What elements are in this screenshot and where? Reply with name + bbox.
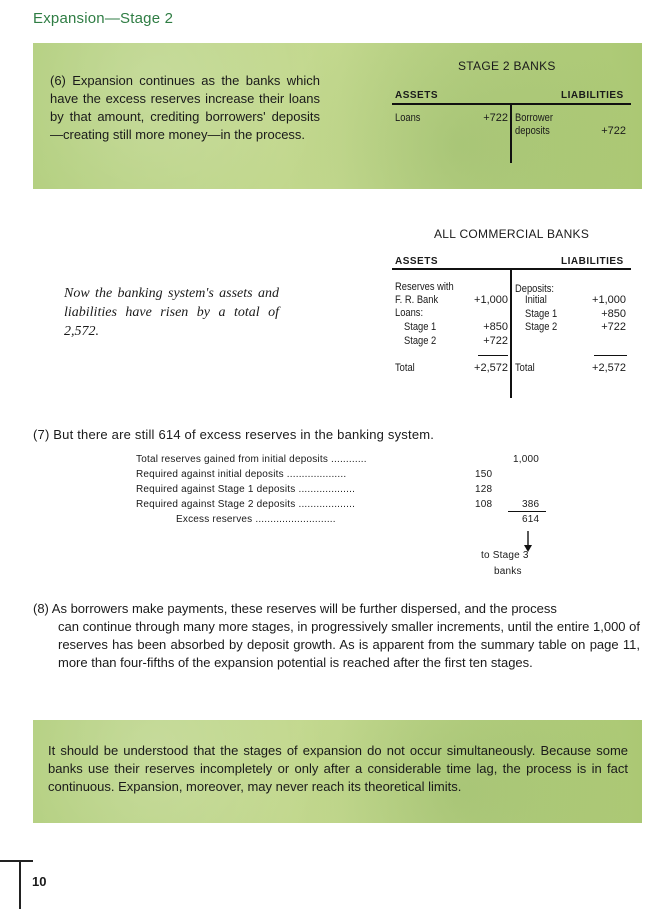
stage2-liabilities-header: LIABILITIES xyxy=(561,90,624,101)
calc-row-3-label: Required against Stage 1 deposits ................... xyxy=(136,484,356,495)
section-8-first-line: (8) As borrowers make payments, these reserves will be further dispersed, and the process xyxy=(33,601,557,616)
reserves-value: +1,000 xyxy=(474,294,508,306)
stage2-t-account-vertical xyxy=(510,103,512,163)
page-corner-rule-vertical xyxy=(19,860,21,909)
assets-total-label: Total xyxy=(395,362,415,374)
assets-stage2-label: Stage 2 xyxy=(404,335,437,347)
liabilities-total-value: +2,572 xyxy=(592,362,626,374)
page-number: 10 xyxy=(32,874,47,889)
calc-row-4-label: Required against Stage 2 deposits ................... xyxy=(136,499,356,510)
page-corner-rule-horizontal xyxy=(0,860,33,862)
stage2-borrower-label: Borrower xyxy=(515,112,553,124)
deposits-initial-value: +1,000 xyxy=(592,294,626,306)
calc-row-3-value: 128 xyxy=(475,484,493,495)
liabilities-total-label: Total xyxy=(515,362,535,374)
assets-stage1-value: +850 xyxy=(483,321,508,333)
deposits-stage1-value: +850 xyxy=(601,308,626,320)
all-banks-table-title: ALL COMMERCIAL BANKS xyxy=(434,227,590,241)
reserves-label-line1: Reserves with xyxy=(395,281,454,293)
page-header: Expansion—Stage 2 xyxy=(33,10,174,27)
calc-row-2-label: Required against initial deposits .................... xyxy=(136,469,347,480)
deposits-stage2-label: Stage 2 xyxy=(525,321,558,333)
all-banks-assets-header: ASSETS xyxy=(395,256,439,267)
deposits-stage1-label: Stage 1 xyxy=(525,308,558,320)
liabilities-total-rule xyxy=(594,355,627,356)
calc-row-4-value: 108 xyxy=(475,499,493,510)
assets-total-rule xyxy=(478,355,508,356)
excess-reserves-value: 614 xyxy=(522,514,540,525)
deposits-initial-label: Initial xyxy=(525,294,547,306)
stage2-assets-header: ASSETS xyxy=(395,90,439,101)
section-6-text: (6) Expansion continues as the banks which have the excess reserves increase their loans by that amount, crediting borrowers' deposits—creating still more money—in the process. xyxy=(50,73,320,142)
calc-row-1-value: 1,000 xyxy=(513,454,540,465)
stage2-loans-value: +722 xyxy=(483,112,508,124)
assets-total-value: +2,572 xyxy=(474,362,508,374)
arrow-label-line1: to Stage 3 xyxy=(481,550,529,561)
deposits-stage2-value: +722 xyxy=(601,321,626,333)
calc-row-2-value: 150 xyxy=(475,469,493,480)
assets-stage1-label: Stage 1 xyxy=(404,321,437,333)
calc-row-1-label: Total reserves gained from initial deposits ............ xyxy=(136,454,367,465)
section-8-text xyxy=(33,600,640,672)
stage2-table-title: STAGE 2 BANKS xyxy=(458,59,556,73)
arrow-label-line2: banks xyxy=(494,566,522,577)
stage2-deposits-label: deposits xyxy=(515,125,550,137)
reserves-label-line2: F. R. Bank xyxy=(395,294,439,306)
side-note: Now the banking system's assets and liabilities have risen by a total of 2,572. xyxy=(64,286,279,339)
deposits-label: Deposits: xyxy=(515,283,554,295)
all-banks-t-account-vertical xyxy=(510,268,512,398)
stage2-deposits-value: +722 xyxy=(601,125,626,137)
assets-stage2-value: +722 xyxy=(483,335,508,347)
section-7-text: (7) But there are still 614 of excess reserves in the banking system. xyxy=(33,427,435,442)
calc-subtotal-value: 386 xyxy=(522,499,540,510)
stage2-loans-label: Loans xyxy=(395,112,421,124)
excess-reserves-label: Excess reserves ........................... xyxy=(176,514,336,525)
loans-label: Loans: xyxy=(395,307,424,319)
all-banks-liabilities-header: LIABILITIES xyxy=(561,256,624,267)
calc-subtotal-rule xyxy=(508,511,546,512)
note-panel-text: It should be understood that the stages of expansion do not occur simultaneously. Because some banks use their reserves incompletely or only after a considerable time lag, the process is in fact continuous. Expansion, moreover, may never reach its theoretical limits. xyxy=(48,743,628,794)
section-8-continuation: can continue through many more stages, in progressively smaller increments, until the entire 1,000 of reserves has been absorbed by deposit growth. As is apparent from the summary table on page 11, more than four-fifths of the expansion potential is reached after the first ten stages. xyxy=(58,619,640,670)
